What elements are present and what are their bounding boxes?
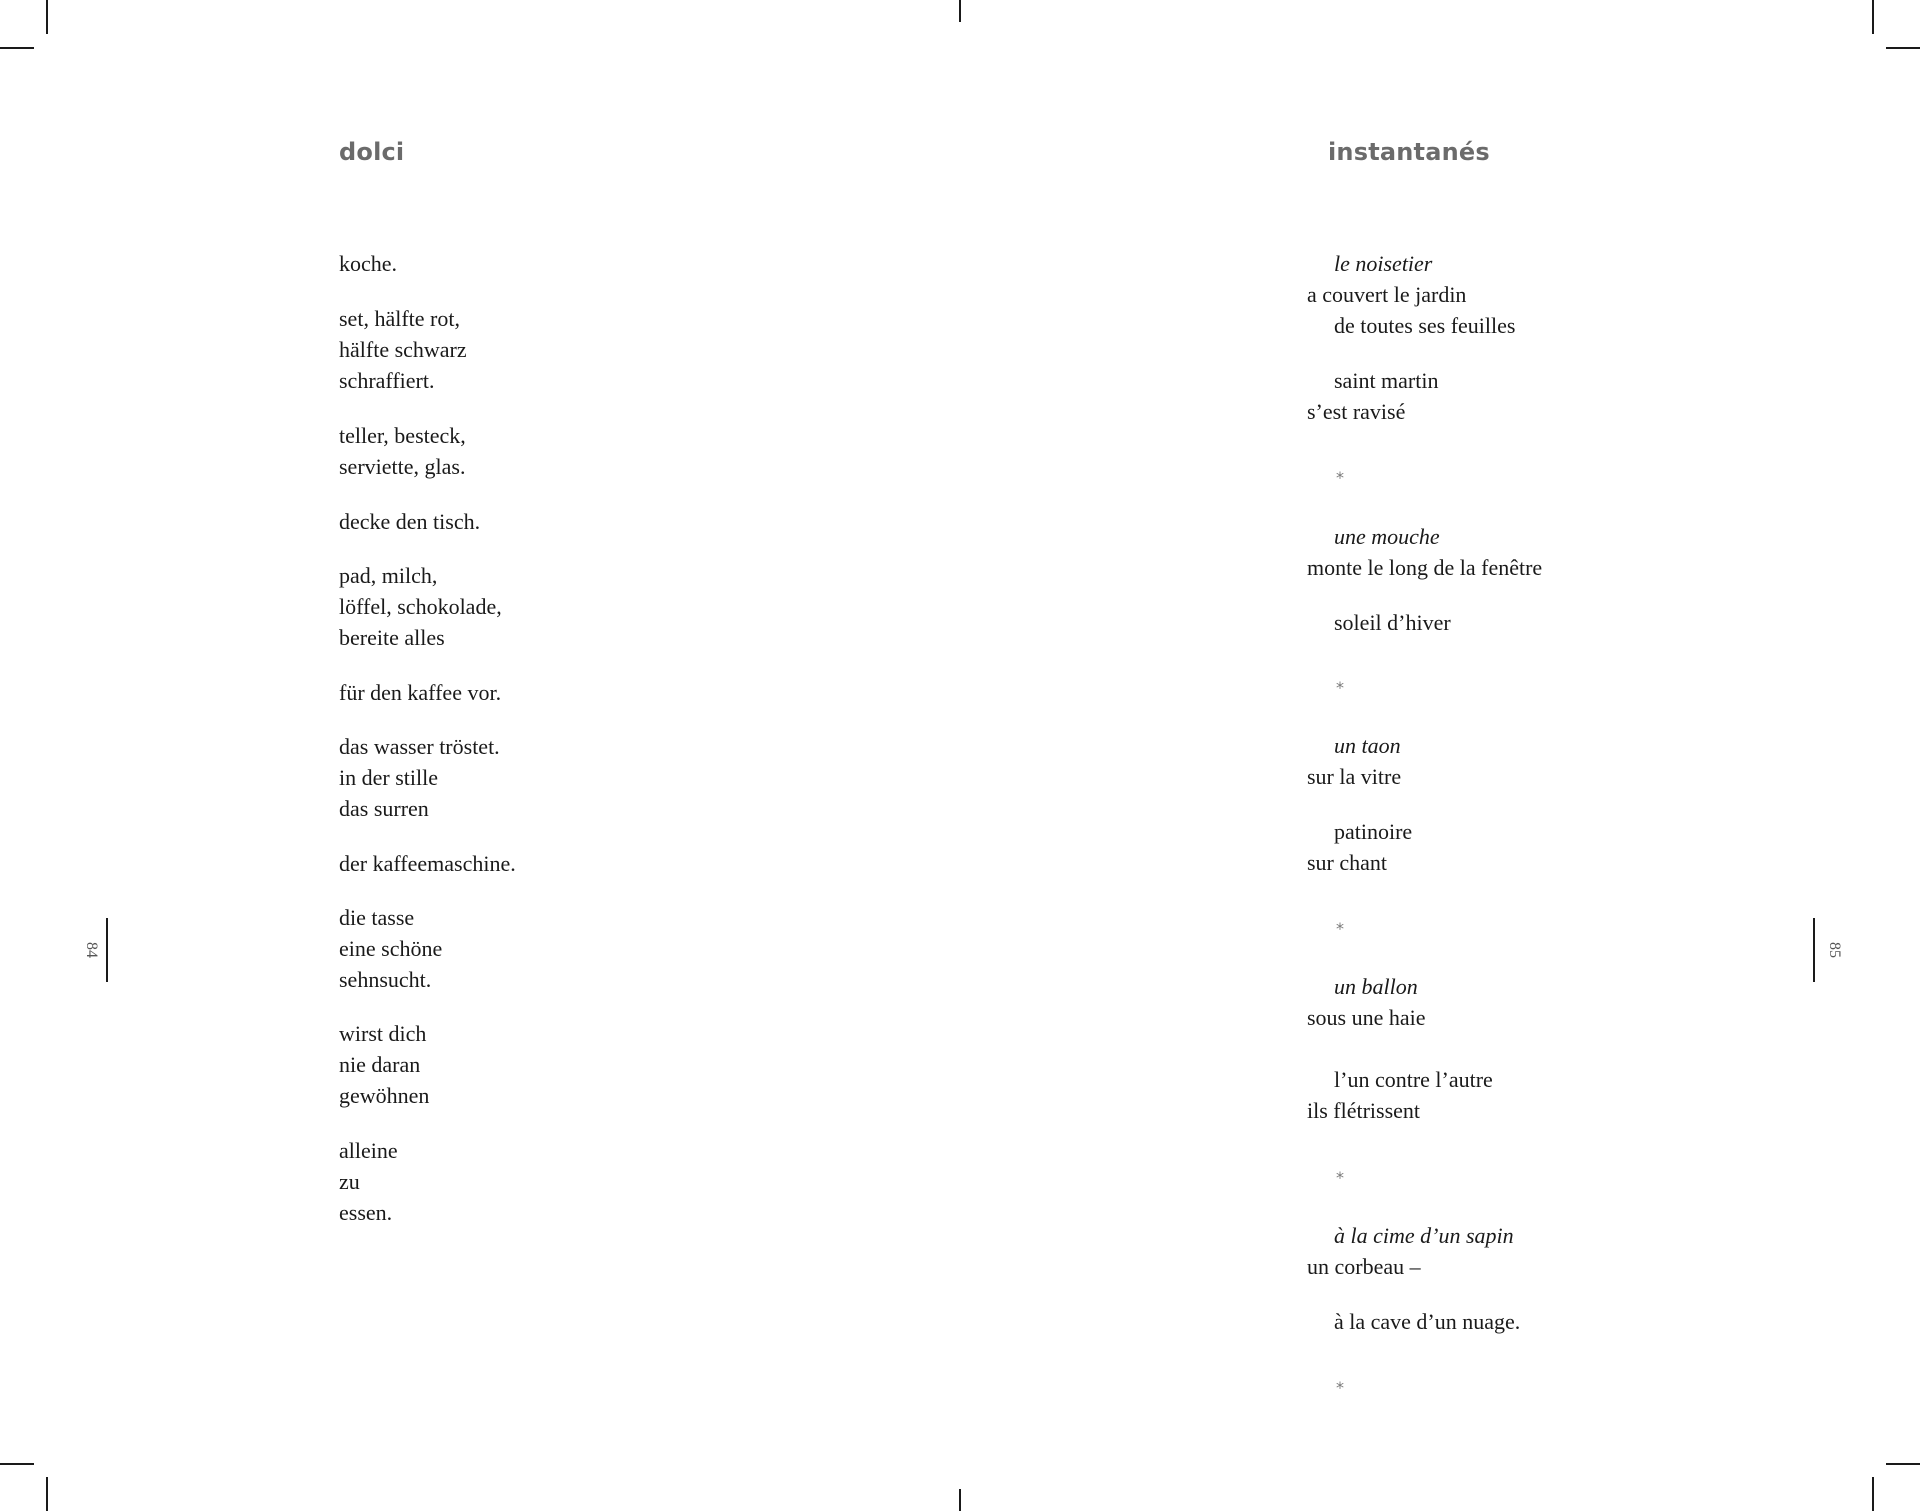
poem-line: zu xyxy=(339,1169,360,1194)
page-number-right: 85 xyxy=(1826,942,1843,958)
haiku-line: a couvert le jardin xyxy=(1307,282,1467,307)
folio-left xyxy=(82,918,122,982)
haiku-line: de toutes ses feuilles xyxy=(1334,313,1516,338)
crop-mark xyxy=(959,0,961,22)
poem-line: das surren xyxy=(339,796,429,821)
haiku-line: à la cave d’un nuage. xyxy=(1334,1309,1521,1334)
haiku-line: monte le long de la fenêtre xyxy=(1307,555,1543,580)
haiku-title-line: un ballon xyxy=(1334,974,1418,999)
haiku-line: l’un contre l’autre xyxy=(1334,1067,1493,1092)
folio-right xyxy=(1808,918,1848,982)
poem-line: decke den tisch. xyxy=(339,509,481,534)
crop-mark xyxy=(46,0,48,34)
poem-line: serviette, glas. xyxy=(339,454,466,479)
haiku-title-line: le noisetier xyxy=(1334,251,1433,276)
asterisk-separator: * xyxy=(1336,1378,1344,1397)
poem-line: in der stille xyxy=(339,765,438,790)
running-head-right: instantanés xyxy=(1328,138,1490,166)
asterisk-separator: * xyxy=(1336,678,1344,697)
haiku-line: saint martin xyxy=(1334,368,1439,393)
poem-line: pad, milch, xyxy=(339,563,438,588)
poem-line: hälfte schwarz xyxy=(339,337,467,362)
haiku-line: ils flétrissent xyxy=(1307,1098,1421,1123)
poem-line: alleine xyxy=(339,1138,398,1163)
poem-line: der kaffeemaschine. xyxy=(339,851,516,876)
poem-line: essen. xyxy=(339,1200,393,1225)
poem-line: schraffiert. xyxy=(339,368,435,393)
haiku-title-line: à la cime d’un sapin xyxy=(1334,1223,1514,1248)
haiku-line: soleil d’hiver xyxy=(1334,610,1451,635)
crop-mark xyxy=(1886,1463,1920,1465)
crop-mark xyxy=(0,1463,34,1465)
haiku-line: patinoire xyxy=(1334,819,1413,844)
crop-mark xyxy=(1872,0,1874,34)
poem-line: set, hälfte rot, xyxy=(339,306,460,331)
asterisk-separator: * xyxy=(1336,919,1344,938)
asterisk-separator: * xyxy=(1336,468,1344,487)
folio-rule xyxy=(106,918,108,982)
haiku-line: sur la vitre xyxy=(1307,764,1402,789)
page-number-left: 84 xyxy=(83,942,100,958)
poem-line: koche. xyxy=(339,251,398,276)
poem-line: nie daran xyxy=(339,1052,421,1077)
poem-line: für den kaffee vor. xyxy=(339,680,502,705)
asterisk-separator: * xyxy=(1336,1168,1344,1187)
poem-line: wirst dich xyxy=(339,1021,427,1046)
folio-rule xyxy=(1813,918,1815,982)
haiku-line: sous une haie xyxy=(1307,1005,1426,1030)
haiku-title-line: un taon xyxy=(1334,733,1401,758)
running-head-left: dolci xyxy=(339,138,405,166)
poem-line: löffel, schokolade, xyxy=(339,594,502,619)
crop-mark xyxy=(1872,1477,1874,1511)
poem-line: teller, besteck, xyxy=(339,423,466,448)
crop-mark xyxy=(0,47,34,49)
poem-line: eine schöne xyxy=(339,936,443,961)
poem-line: bereite alles xyxy=(339,625,445,650)
crop-mark xyxy=(959,1489,961,1511)
poem-line: das wasser tröstet. xyxy=(339,734,500,759)
haiku-line: un corbeau – xyxy=(1307,1254,1421,1279)
haiku-title-line: une mouche xyxy=(1334,524,1440,549)
poem-line: die tasse xyxy=(339,905,415,930)
poem-line: sehnsucht. xyxy=(339,967,432,992)
poem-line: gewöhnen xyxy=(339,1083,430,1108)
crop-mark xyxy=(1886,47,1920,49)
haiku-line: s’est ravisé xyxy=(1307,399,1406,424)
crop-mark xyxy=(46,1477,48,1511)
haiku-line: sur chant xyxy=(1307,850,1388,875)
